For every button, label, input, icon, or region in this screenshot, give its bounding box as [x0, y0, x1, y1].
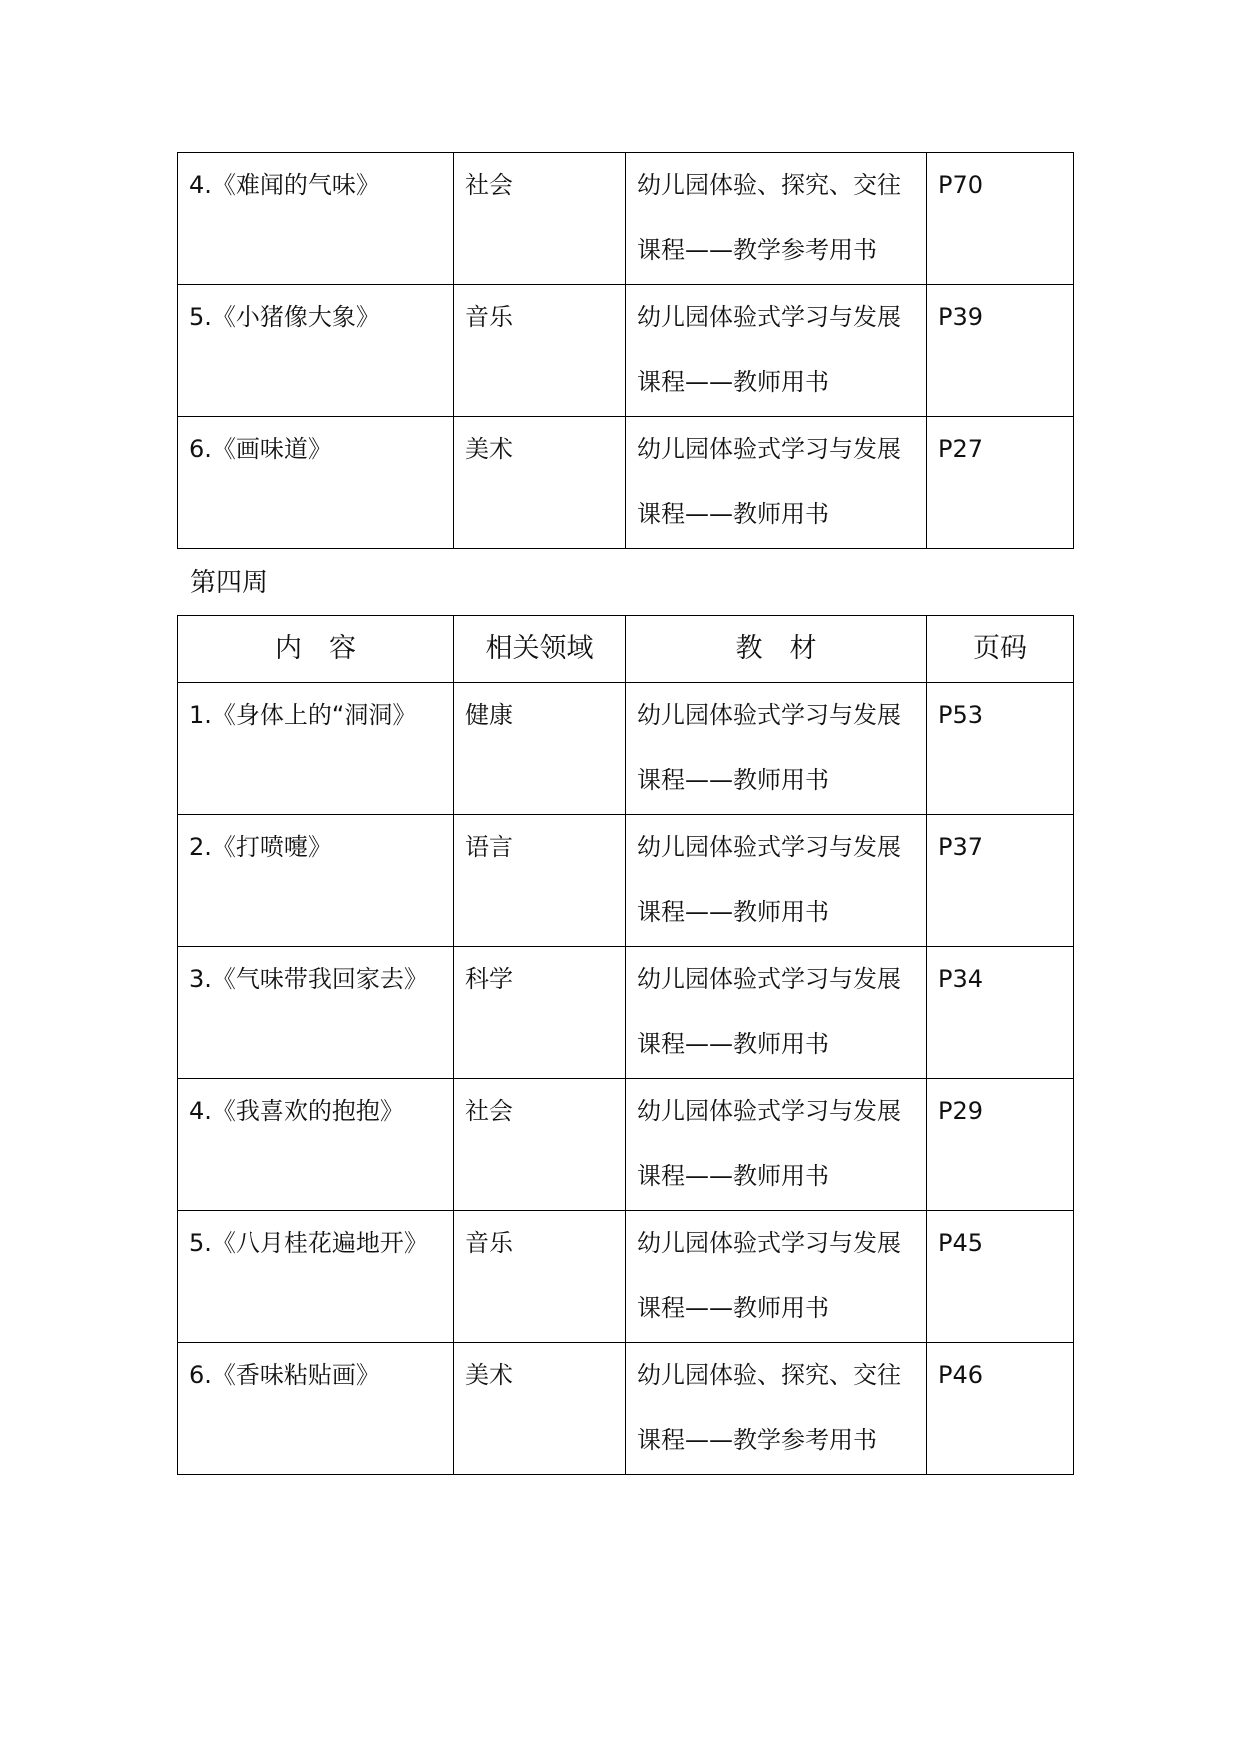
textbook-line-2: 课程——教学参考用书: [637, 1426, 877, 1454]
lesson-content: 1.《身体上的“洞洞》: [178, 683, 454, 815]
lesson-page: P27: [927, 417, 1074, 549]
textbook-line-2: 课程——教学参考用书: [637, 236, 877, 264]
lesson-textbook: [626, 153, 927, 285]
lesson-textbook: [626, 417, 927, 549]
lesson-content: 6.《香味粘贴画》: [178, 1343, 454, 1475]
lesson-domain: 健康: [454, 683, 626, 815]
textbook-line-2: 课程——教师用书: [637, 1030, 829, 1058]
lesson-textbook: [626, 1079, 927, 1211]
lesson-page: P29: [927, 1079, 1074, 1211]
lesson-textbook: [626, 1343, 927, 1475]
lesson-domain: 美术: [454, 1343, 626, 1475]
lesson-content: 6.《画味道》: [178, 417, 454, 549]
textbook-line-2: 课程——教师用书: [637, 898, 829, 926]
lesson-content: 4.《难闻的气味》: [178, 153, 454, 285]
table-row: [178, 1343, 1074, 1475]
lesson-page: P70: [927, 153, 1074, 285]
week4-heading: 第四周: [190, 568, 269, 598]
header-book: 教 材: [626, 616, 927, 683]
lesson-content: 5.《小猪像大象》: [178, 285, 454, 417]
table-row: [178, 947, 1074, 1079]
table-row: [178, 683, 1074, 815]
lesson-domain: 社会: [454, 153, 626, 285]
lesson-textbook: [626, 947, 927, 1079]
lesson-page: P46: [927, 1343, 1074, 1475]
table-row: [178, 815, 1074, 947]
textbook-line-2: 课程——教师用书: [637, 1294, 829, 1322]
week3-continued-table: [177, 152, 1074, 549]
textbook-line-1: 幼儿园体验、探究、交往: [637, 1361, 901, 1389]
header-page: 页码: [927, 616, 1074, 683]
textbook-line-2: 课程——教师用书: [637, 368, 829, 396]
textbook-line-1: 幼儿园体验式学习与发展: [637, 1229, 901, 1257]
textbook-line-2: 课程——教师用书: [637, 500, 829, 528]
header-content: 内 容: [178, 616, 454, 683]
textbook-line-2: 课程——教师用书: [637, 766, 829, 794]
textbook-line-1: 幼儿园体验式学习与发展: [637, 303, 901, 331]
textbook-line-1: 幼儿园体验式学习与发展: [637, 1097, 901, 1125]
lesson-page: P34: [927, 947, 1074, 1079]
lesson-domain: 美术: [454, 417, 626, 549]
lesson-page: P39: [927, 285, 1074, 417]
table-header-row: [178, 616, 1074, 683]
lesson-textbook: [626, 815, 927, 947]
lesson-content: 2.《打喷嚏》: [178, 815, 454, 947]
lesson-content: 5.《八月桂花遍地开》: [178, 1211, 454, 1343]
lesson-page: P37: [927, 815, 1074, 947]
lesson-page: P53: [927, 683, 1074, 815]
textbook-line-1: 幼儿园体验式学习与发展: [637, 965, 901, 993]
lesson-domain: 科学: [454, 947, 626, 1079]
header-domain: 相关领域: [454, 616, 626, 683]
lesson-domain: 音乐: [454, 285, 626, 417]
lesson-domain: 音乐: [454, 1211, 626, 1343]
lesson-textbook: [626, 1211, 927, 1343]
lesson-textbook: [626, 285, 927, 417]
textbook-line-2: 课程——教师用书: [637, 1162, 829, 1190]
lesson-domain: 社会: [454, 1079, 626, 1211]
table-row: [178, 417, 1074, 549]
table-row: [178, 1211, 1074, 1343]
table-row: [178, 1079, 1074, 1211]
lesson-content: 4.《我喜欢的抱抱》: [178, 1079, 454, 1211]
table-row: [178, 285, 1074, 417]
textbook-line-1: 幼儿园体验式学习与发展: [637, 435, 901, 463]
week4-table: [177, 615, 1074, 1475]
lesson-page: P45: [927, 1211, 1074, 1343]
textbook-line-1: 幼儿园体验式学习与发展: [637, 833, 901, 861]
lesson-content: 3.《气味带我回家去》: [178, 947, 454, 1079]
lesson-textbook: [626, 683, 927, 815]
textbook-line-1: 幼儿园体验式学习与发展: [637, 701, 901, 729]
textbook-line-1: 幼儿园体验、探究、交往: [637, 171, 901, 199]
lesson-domain: 语言: [454, 815, 626, 947]
table-row: [178, 153, 1074, 285]
